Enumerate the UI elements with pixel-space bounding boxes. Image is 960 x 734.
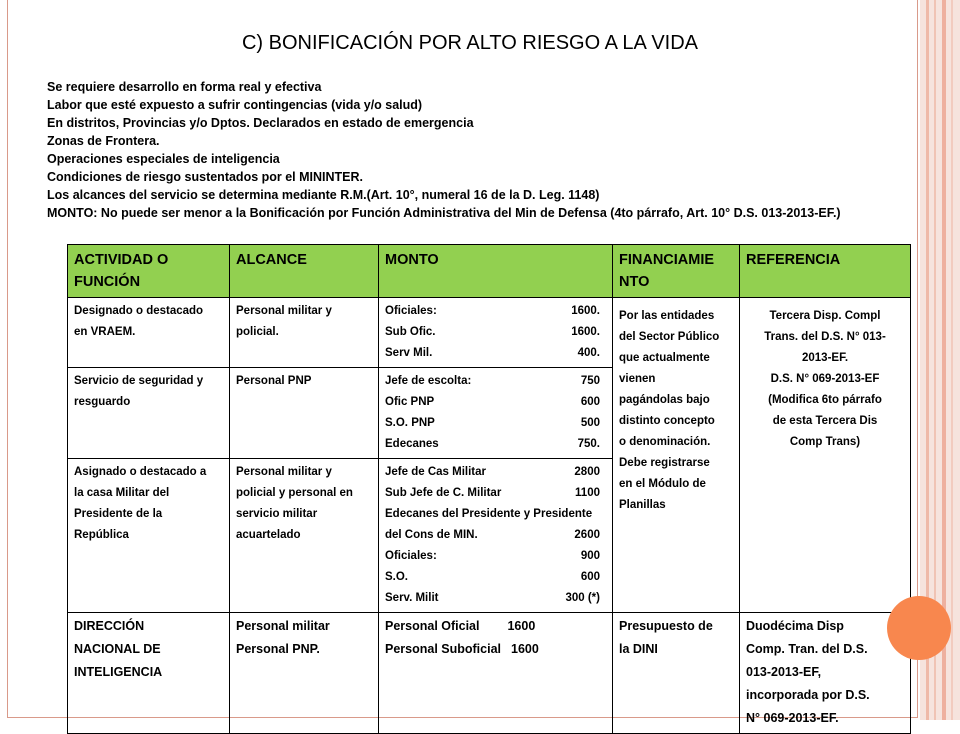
monto-line: S.O. PNP 500 (385, 417, 600, 429)
page-title: C) BONIFICACIÓN POR ALTO RIESGO A LA VIDA (241, 32, 699, 54)
requirements-list (47, 78, 899, 222)
cell-actividad: DIRECCIÓN NACIONAL DE INTELIGENCIA (68, 613, 230, 734)
requirement-line: Se requiere desarrollo en forma real y efectiva (47, 80, 322, 94)
cell-actividad: Servicio de seguridad y resguardo (68, 368, 230, 459)
header-alcance: ALCANCE (230, 245, 379, 298)
cell-financiamiento-shared: Por las entidades del Sector Público que actualmente vienen pagándolas bajo distinto concepto o denominación. Debe registrarse en el Módulo de Planillas (613, 298, 740, 613)
table-header-row (68, 245, 911, 298)
bonus-table (67, 244, 911, 734)
header-referencia: REFERENCIA (740, 245, 911, 298)
table-row (68, 298, 911, 368)
cell-monto (379, 613, 613, 734)
monto-line: Serv. Milit 300 (*) (385, 592, 600, 604)
monto-line: Jefe de escolta: 750 (385, 375, 600, 387)
header-actividad: ACTIVIDAD O FUNCIÓN (68, 245, 230, 298)
monto-line: Serv Mil. 400. (385, 347, 600, 359)
table-row-dini (68, 613, 911, 734)
cell-referencia-shared: Tercera Disp. Compl Trans. del D.S. N° 013- 2013-EF. D.S. N° 069-2013-EF (Modifica 6to párrafo de esta Tercera Dis Comp Trans) (740, 298, 911, 613)
header-monto: MONTO (379, 245, 613, 298)
cell-referencia: Duodécima Disp Comp. Tran. del D.S. 013-2013-EF, incorporada por D.S. N° 069-2013-EF. (740, 613, 911, 734)
monto-line: Edecanes 750. (385, 438, 600, 450)
cell-alcance: Personal militar y policial y personal en servicio militar acuartelado (230, 459, 379, 613)
monto-line: Jefe de Cas Militar 2800 (385, 466, 600, 478)
requirement-line: Zonas de Frontera. (47, 134, 160, 148)
cell-actividad: Designado o destacado en VRAEM. (68, 298, 230, 368)
monto-line: Personal Suboficial 1600 (385, 642, 539, 656)
monto-line: Oficiales: 900 (385, 550, 600, 562)
cell-monto (379, 368, 613, 459)
cell-monto (379, 298, 613, 368)
cell-actividad: Asignado o destacado a la casa Militar del Presidente de la República (68, 459, 230, 613)
requirement-line: Los alcances del servicio se determina mediante R.M.(Art. 10°, numeral 16 de la D. Leg. 1148) (47, 188, 600, 202)
monto-line: S.O. 600 (385, 571, 600, 583)
decorative-circle (887, 596, 951, 660)
requirement-line: Labor que esté expuesto a sufrir contingencias (vida y/o salud) (47, 98, 423, 112)
monto-line: Ofic PNP 600 (385, 396, 600, 408)
requirement-line: Operaciones especiales de inteligencia (47, 152, 280, 166)
requirement-line: En distritos, Provincias y/o Dptos. Declarados en estado de emergencia (47, 116, 474, 130)
monto-line: Edecanes del Presidente y Presidente (385, 508, 593, 520)
monto-note: MONTO: No puede ser menor a la Bonificación por Función Administrativa del Min de Defensa (4to párrafo, Art. 10° D.S. 013-2013-EF.) (47, 206, 841, 220)
monto-line: Sub Ofic. 1600. (385, 326, 600, 338)
monto-line: Personal Oficial 1600 (385, 619, 536, 633)
cell-alcance: Personal militar y policial. (230, 298, 379, 368)
cell-financiamiento: Presupuesto de la DINI (613, 613, 740, 734)
monto-line: Oficiales: 1600. (385, 305, 600, 317)
cell-alcance: Personal PNP (230, 368, 379, 459)
header-financiamiento: FINANCIAMIE NTO (613, 245, 740, 298)
cell-alcance: Personal militar Personal PNP. (230, 613, 379, 734)
monto-line: Sub Jefe de C. Militar 1100 (385, 487, 600, 499)
monto-line: del Cons de MIN. 2600 (385, 529, 600, 541)
cell-monto (379, 459, 613, 613)
requirement-line: Condiciones de riesgo sustentados por el MININTER. (47, 170, 364, 184)
